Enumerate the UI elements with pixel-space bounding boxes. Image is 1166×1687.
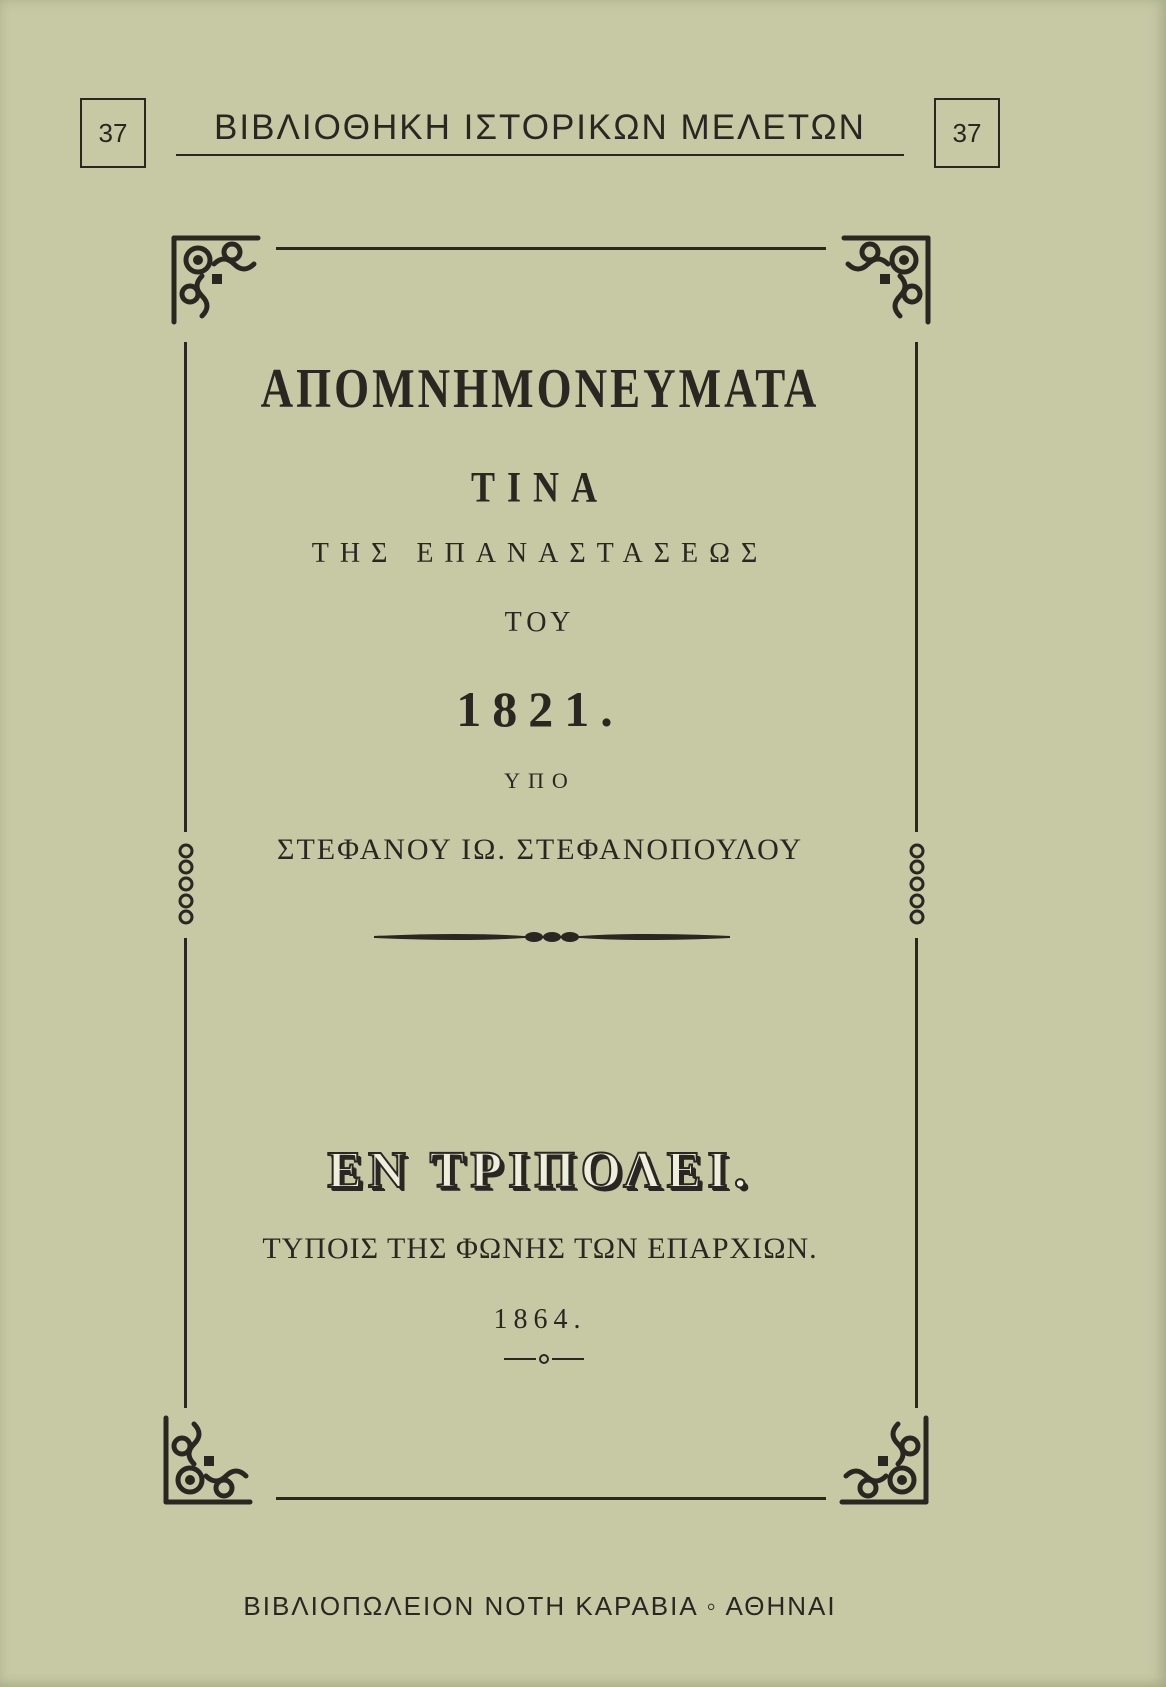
author-name: ΣΤΕΦΑΝΟΥ ΙΩ. ΣΤΕΦΑΝΟΠΟΥΛΟΥ [277,833,803,866]
print-year: 1864. [493,1304,587,1335]
book-title: ΑΠΟΜΝΗΜΟΝΕΥΜΑΤΑ [260,356,820,420]
place-of-publication: ΕΝ ΤΡΙΠΟΛΕΙ. [327,1142,753,1199]
frame-right-rule-upper [915,342,918,832]
series-number-left: 37 [80,98,146,168]
corner-ornament-top-right-icon [838,230,934,326]
divider-ornament-icon [374,928,730,946]
corner-ornament-bottom-left-icon [160,1414,256,1510]
title-line-ypo: ΥΠΟ [504,768,576,793]
series-title-underline [176,154,904,156]
small-divider-icon [504,1352,584,1366]
series-title: ΒΙΒΛΙΟΘΗΚΗ ΙΣΤΟΡΙΚΩΝ ΜΕΛΕΤΩΝ [214,108,866,147]
frame-bottom-rule [276,1497,826,1500]
side-ornament-right-icon [906,842,928,926]
title-line-epanastaseos: ΤΗΣ ΕΠΑΝΑΣΤΑΣΕΩΣ [311,538,769,569]
series-number-right: 37 [934,98,1000,168]
publisher-line: ΒΙΒΛΙΟΠΩΛΕΙΟΝ ΝΟΤΗ ΚΑΡΑΒΙΑ ◦ ΑΘΗΝΑΙ [243,1591,837,1621]
title-year: 1821. [456,681,624,737]
frame-left-rule-lower [184,938,187,1408]
frame-top-rule [276,247,826,250]
side-ornament-left-icon [175,842,197,926]
frame-left-rule-upper [184,342,187,832]
frame-right-rule-lower [915,938,918,1408]
title-line-tou: ΤΟΥ [504,607,576,638]
corner-ornament-top-left-icon [168,230,264,326]
printer-line: ΤΥΠΟΙΣ ΤΗΣ ΦΩΝΗΣ ΤΩΝ ΕΠΑΡΧΙΩΝ. [262,1232,818,1265]
title-line-tina: ΤΙΝΑ [470,463,610,511]
corner-ornament-bottom-right-icon [836,1414,932,1510]
